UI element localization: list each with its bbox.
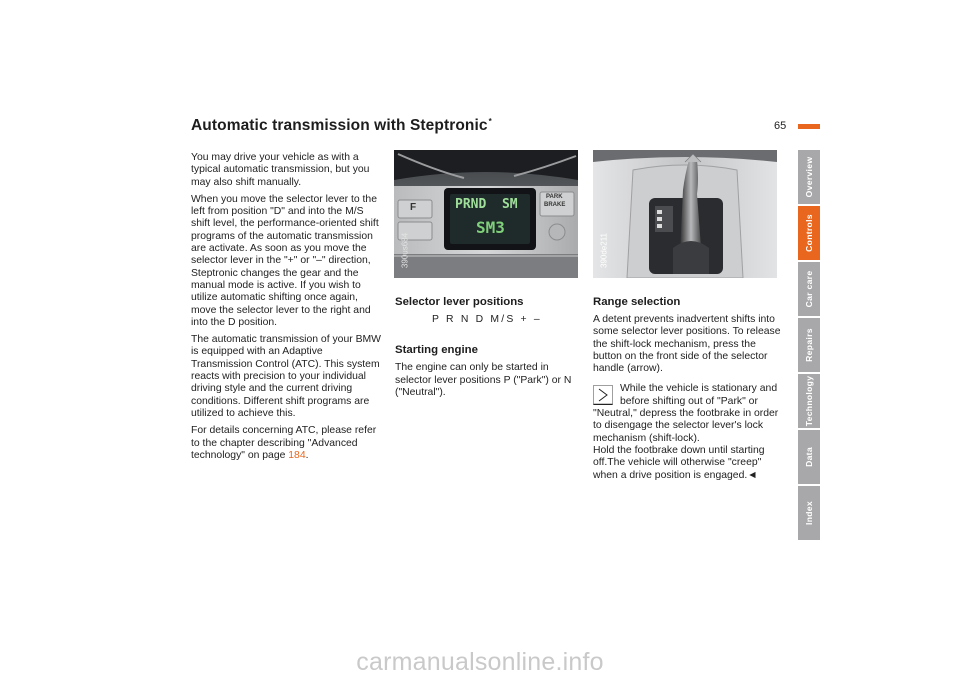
page-number: 65 [774, 120, 787, 132]
note-block [593, 383, 783, 481]
button-left-label: F [410, 202, 417, 213]
heading-starting-engine: Starting engine [395, 344, 478, 357]
tab-label: Repairs [804, 328, 814, 362]
range-selection-text: A detent prevents inadvertent shifts into some selector lever positions. To release the shift-lock mechanism, press the button on the front side of the selector handle (arrow). [593, 314, 781, 375]
tab-label: Technology [804, 375, 814, 427]
note-line-2: "Neutral," depress the footbrake in order to disengage the selector lever's lock mechanism (shift-lock). [593, 408, 779, 444]
photo-code: 390de211 [599, 233, 609, 268]
starting-engine-text: The engine can only be started in selector lever positions P ("Park") or N ("Neutral"). [395, 362, 572, 398]
range-column [593, 296, 783, 482]
selector-lever-photo [593, 150, 777, 278]
intro-column [191, 152, 383, 467]
title-text: Automatic transmission with Steptronic [191, 117, 488, 134]
tab-index[interactable] [798, 486, 820, 540]
tab-technology[interactable] [798, 374, 820, 428]
tab-label: Controls [804, 214, 814, 252]
display-bottom-text: SM3 [476, 218, 505, 237]
park-brake-label-2: BRAKE [544, 202, 566, 208]
page-title [191, 117, 492, 135]
photo-code: 390us684 [400, 232, 410, 269]
atc-reference-end: . [305, 449, 309, 461]
note-arrow-icon [593, 385, 613, 405]
heading-selector-positions: Selector lever positions [395, 296, 524, 308]
park-brake-label-1: PARK [546, 194, 563, 200]
selector-column [395, 296, 581, 399]
atc-paragraph: The automatic transmission of your BMW is equipped with an Adaptive Transmission Control (ATC). This system reacts with precision to your individual driving style and the current driving conditions. Different shift programs are utilized to achieve this. [191, 334, 381, 419]
heading-range-selection: Range selection [593, 296, 681, 308]
tab-label: Index [804, 501, 814, 525]
title-mark: * [488, 117, 492, 126]
display-top-text: PRND SM [455, 197, 518, 212]
note-line-1: While the vehicle is stationary and before shifting out of "Park" or [620, 383, 778, 407]
page-link-184[interactable]: 184 [288, 449, 306, 461]
page-number-bar [798, 124, 820, 129]
note-line-3 [593, 445, 783, 482]
intro-paragraph-1: You may drive your vehicle as with a typical automatic transmission, but you may also shift manually. [191, 152, 370, 188]
watermark: carmanualsonline.info [356, 648, 604, 676]
tab-repairs[interactable] [798, 318, 820, 372]
tab-controls[interactable] [798, 206, 820, 260]
chapter-tabs [798, 150, 820, 542]
tab-data[interactable] [798, 430, 820, 484]
tab-label: Data [804, 447, 814, 467]
tab-label: Overview [804, 156, 814, 198]
tab-label: Car care [804, 270, 814, 308]
tab-car-care[interactable] [798, 262, 820, 316]
end-mark: ◄ [747, 469, 758, 481]
note-line-3-text: Hold the footbrake down until starting off.The vehicle will otherwise "creep" when a drive position is engaged. [593, 444, 765, 481]
atc-reference-paragraph [191, 425, 383, 462]
tab-overview[interactable] [798, 150, 820, 204]
selector-positions: P R N D M/S + – [432, 314, 542, 325]
atc-reference-text: For details concerning ATC, please refer to the chapter describing "Advanced technology" on page [191, 425, 377, 461]
instrument-display-photo [394, 150, 578, 278]
intro-paragraph-2: When you move the selector lever to the left from position "D" and into the M/S shift level, the performance-oriented shift programs of the automatic transmission are activate. As soon as you move the selector lever in the "+" or "–" direction, Steptronic changes the gear and the manual mode is active. If you wish to utilize automatic shifting once again, move the selector lever to the right and into the D position. [191, 193, 379, 328]
